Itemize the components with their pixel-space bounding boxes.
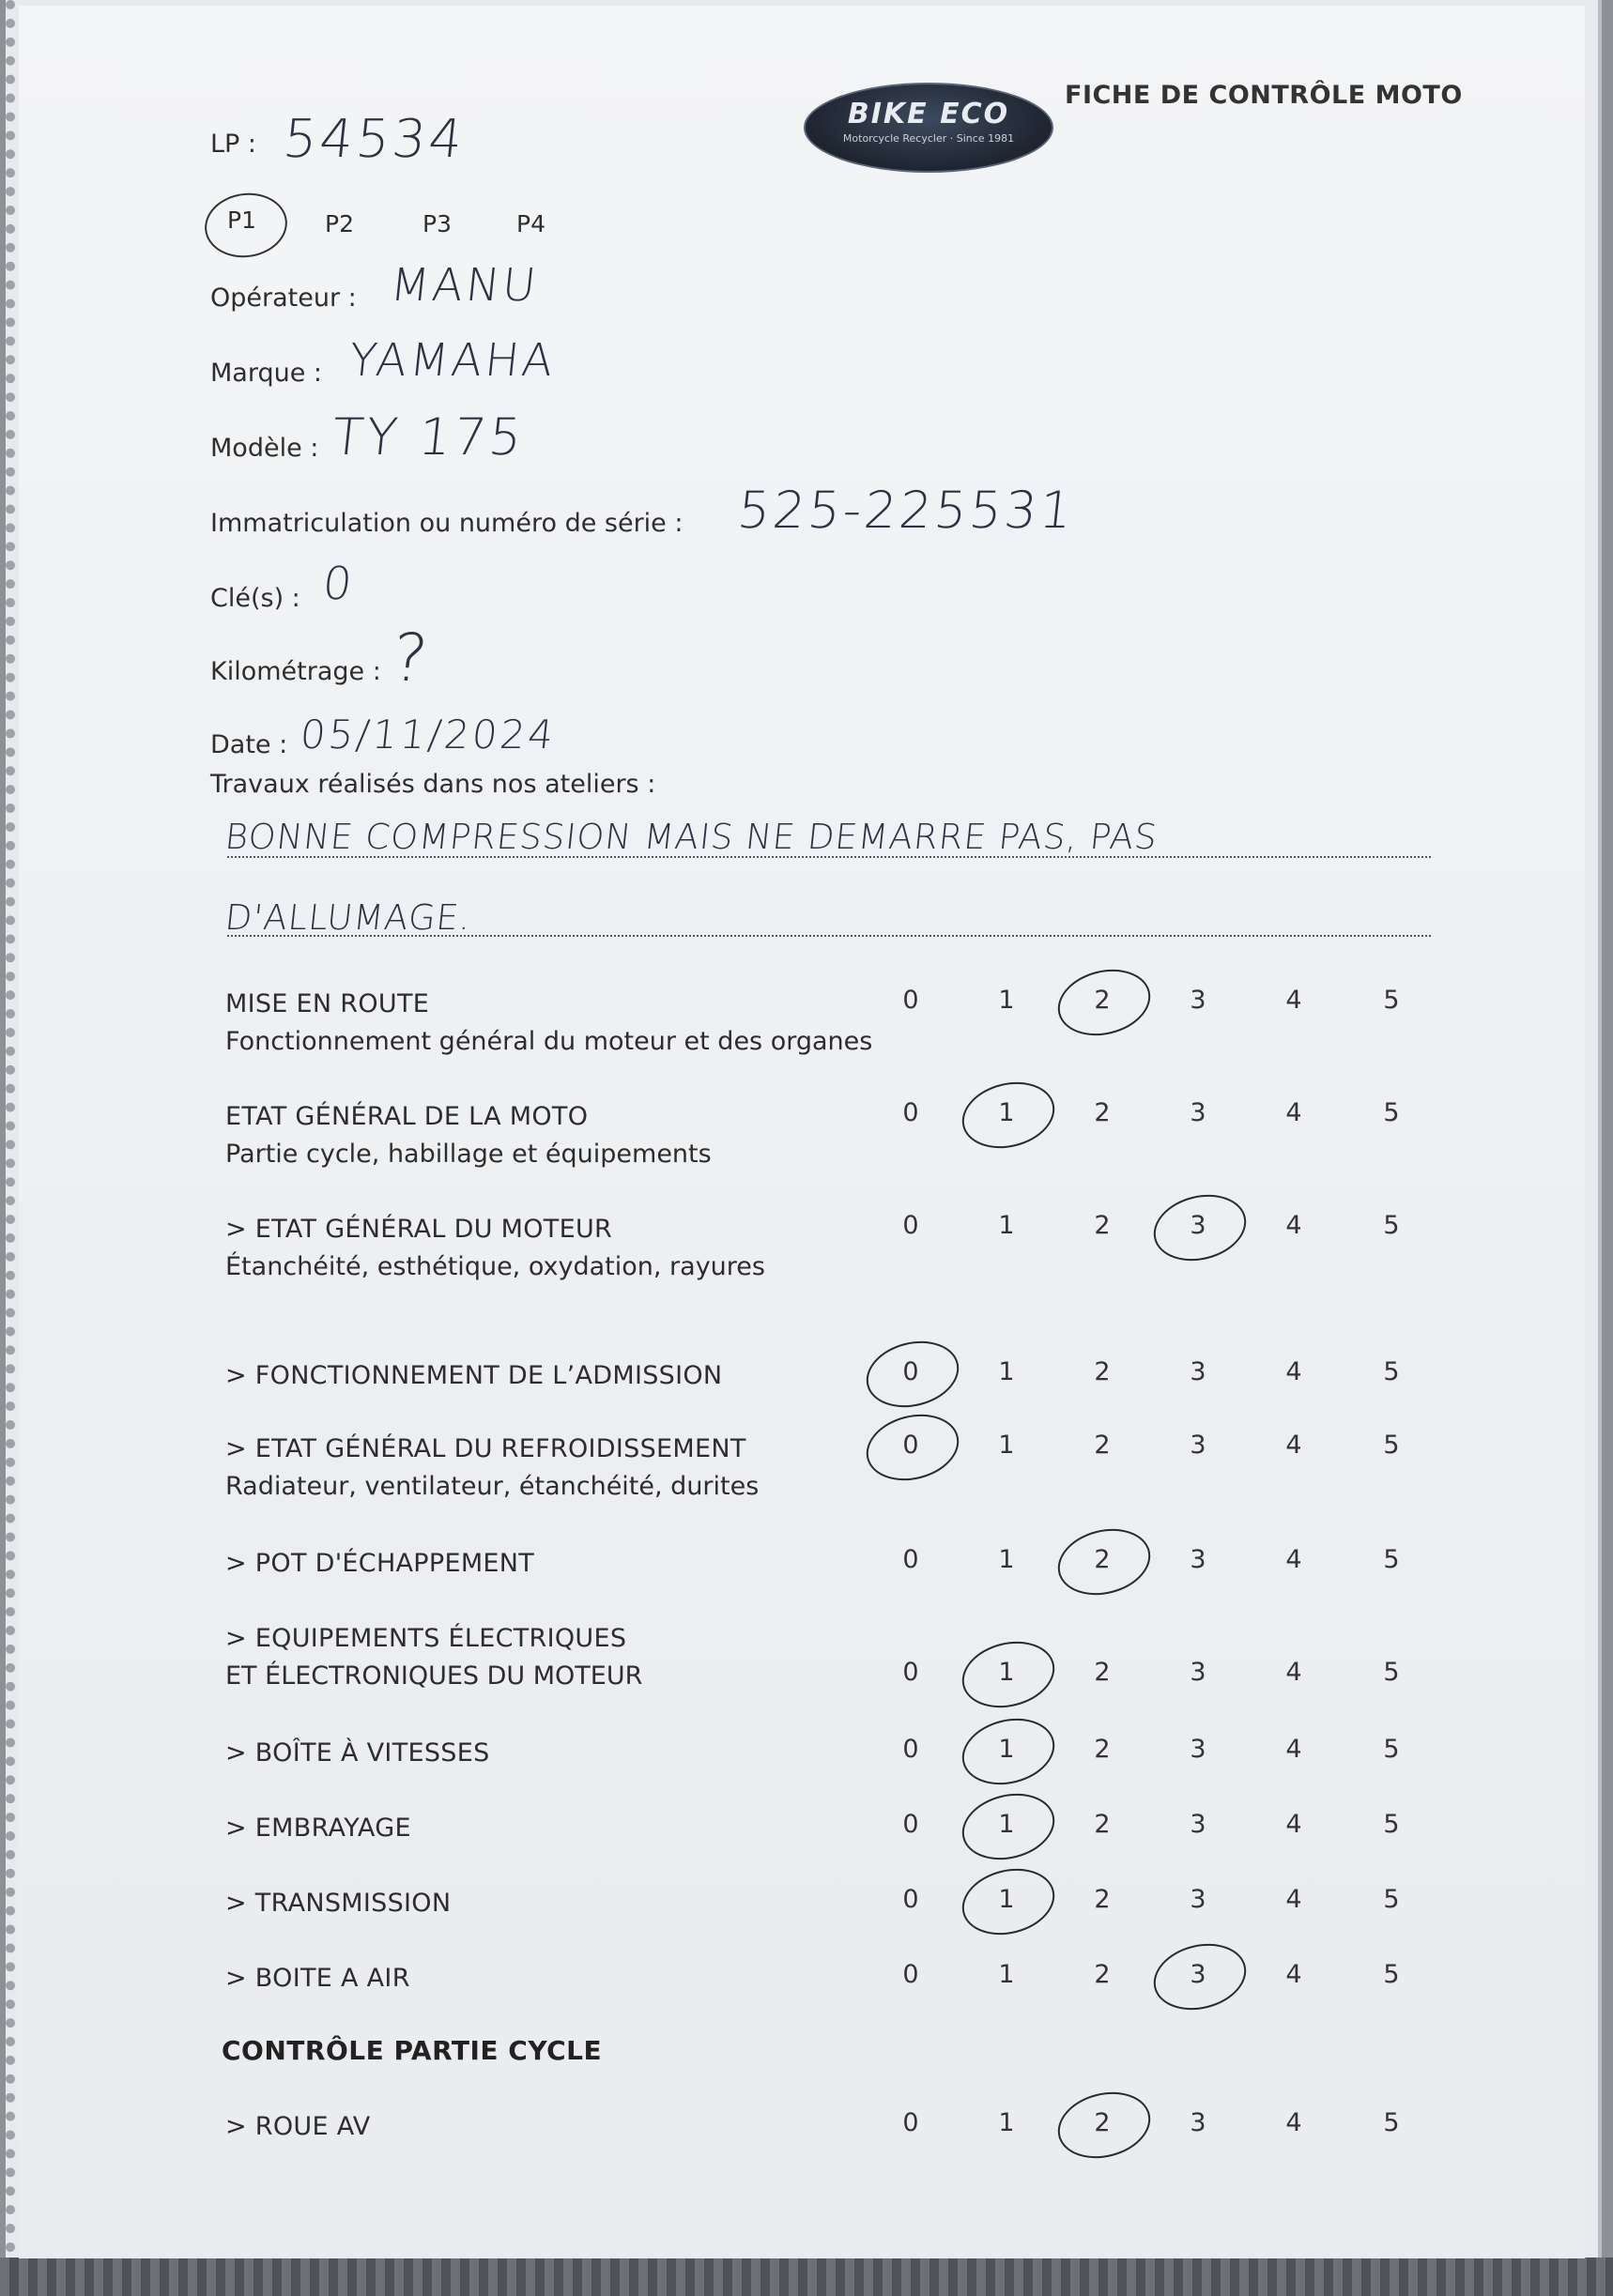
selected-score-circle [955, 1860, 1061, 1944]
rating-option-4[interactable]: 4 [1285, 1960, 1302, 1989]
position-p1[interactable]: P1 [227, 207, 256, 234]
rating-title: > TRANSMISSION [225, 1889, 452, 1918]
position-p2[interactable]: P2 [325, 210, 354, 237]
rating-option-0[interactable]: 0 [902, 1960, 919, 1989]
rating-title: > EQUIPEMENTS ÉLECTRIQUES [225, 1624, 627, 1653]
rating-option-2[interactable]: 2 [1094, 1658, 1111, 1687]
rating-title: > BOÎTE À VITESSES [225, 1738, 490, 1768]
bike-eco-logo [804, 83, 1053, 173]
rating-option-0[interactable]: 0 [902, 986, 919, 1015]
date-value[interactable]: 05/11/2024 [298, 712, 559, 758]
rating-option-1[interactable]: 1 [998, 1545, 1015, 1574]
marque-label: Marque : [210, 359, 323, 388]
rating-option-3[interactable]: 3 [1190, 1098, 1206, 1127]
rating-option-4[interactable]: 4 [1285, 2108, 1302, 2137]
travaux-dotted-line-2 [227, 935, 1431, 937]
rating-option-3[interactable]: 3 [1190, 2108, 1206, 2137]
rating-option-4[interactable]: 4 [1285, 1810, 1302, 1839]
rating-option-3[interactable]: 3 [1190, 1810, 1206, 1839]
travaux-line-2[interactable]: D'ALLUMAGE. [223, 897, 474, 938]
rating-option-5[interactable]: 5 [1383, 1545, 1400, 1574]
rating-option-5[interactable]: 5 [1383, 1658, 1400, 1687]
rating-option-2[interactable]: 2 [1094, 986, 1111, 1015]
rating-option-0[interactable]: 0 [902, 2108, 919, 2137]
selected-score-circle [1051, 1520, 1157, 1604]
rating-option-0[interactable]: 0 [902, 1735, 919, 1764]
rating-option-1[interactable]: 1 [998, 1885, 1015, 1914]
modele-label: Modèle : [210, 434, 319, 463]
rating-option-4[interactable]: 4 [1285, 1357, 1302, 1386]
rating-option-0[interactable]: 0 [902, 1211, 919, 1240]
rating-option-3[interactable]: 3 [1190, 1211, 1206, 1240]
rating-option-0[interactable]: 0 [902, 1545, 919, 1574]
immat-label: Immatriculation ou numéro de série : [210, 509, 684, 538]
rating-title: > ROUE AV [225, 2112, 371, 2141]
control-sheet [19, 6, 1585, 2258]
rating-option-2[interactable]: 2 [1094, 1357, 1111, 1386]
rating-option-5[interactable]: 5 [1383, 1357, 1400, 1386]
selected-score-circle [955, 1073, 1061, 1157]
rating-subtitle: Partie cycle, habillage et équipements [225, 1140, 712, 1169]
selected-score-circle [1146, 1935, 1252, 2019]
rating-option-2[interactable]: 2 [1094, 1098, 1111, 1127]
operateur-value[interactable]: MANU [388, 259, 542, 312]
rating-subtitle: Radiateur, ventilateur, étanchéité, durites [225, 1472, 760, 1501]
rating-option-0[interactable]: 0 [902, 1658, 919, 1687]
rating-option-1[interactable]: 1 [998, 986, 1015, 1015]
selected-score-circle [1051, 960, 1157, 1045]
binder-edge [0, 2258, 1613, 2296]
rating-subtitle: Fonctionnement général du moteur et des organes [225, 1027, 873, 1056]
rating-subtitle: Étanchéité, esthétique, oxydation, rayures [225, 1252, 765, 1281]
rating-title: ETAT GÉNÉRAL DE LA MOTO [225, 1102, 589, 1131]
position-p3[interactable]: P3 [422, 210, 452, 237]
cles-label: Clé(s) : [210, 584, 300, 613]
rating-option-0[interactable]: 0 [902, 1431, 919, 1460]
rating-title: > EMBRAYAGE [225, 1814, 411, 1843]
rating-option-4[interactable]: 4 [1285, 1885, 1302, 1914]
rating-option-4[interactable]: 4 [1285, 986, 1302, 1015]
rating-option-4[interactable]: 4 [1285, 1098, 1302, 1127]
rating-option-5[interactable]: 5 [1383, 1960, 1400, 1989]
rating-option-3[interactable]: 3 [1190, 986, 1206, 1015]
rating-option-1[interactable]: 1 [998, 1211, 1015, 1240]
rating-option-2[interactable]: 2 [1094, 1211, 1111, 1240]
lp-label: LP : [210, 130, 257, 159]
rating-option-2[interactable]: 2 [1094, 1735, 1111, 1764]
immat-value[interactable]: 525-225531 [734, 481, 1079, 540]
rating-subtitle: ET ÉLECTRONIQUES DU MOTEUR [225, 1661, 643, 1691]
rating-option-3[interactable]: 3 [1190, 1735, 1206, 1764]
operateur-label: Opérateur : [210, 283, 357, 313]
lp-value[interactable]: 54534 [280, 109, 469, 170]
rating-option-0[interactable]: 0 [902, 1885, 919, 1914]
rating-option-5[interactable]: 5 [1383, 1810, 1400, 1839]
rating-option-4[interactable]: 4 [1285, 1735, 1302, 1764]
rating-option-4[interactable]: 4 [1285, 1431, 1302, 1460]
modele-value[interactable]: TY 175 [329, 407, 528, 467]
km-value[interactable]: ? [388, 620, 435, 696]
rating-title: > ETAT GÉNÉRAL DU MOTEUR [225, 1215, 613, 1244]
rating-option-5[interactable]: 5 [1383, 1431, 1400, 1460]
selected-score-circle [1146, 1186, 1252, 1270]
rating-option-1[interactable]: 1 [998, 1810, 1015, 1839]
rating-option-1[interactable]: 1 [998, 1658, 1015, 1687]
rating-option-5[interactable]: 5 [1383, 1735, 1400, 1764]
rating-title: > BOITE A AIR [225, 1964, 410, 1993]
rating-option-5[interactable]: 5 [1383, 1098, 1400, 1127]
cles-value[interactable]: 0 [320, 558, 358, 610]
rating-option-4[interactable]: 4 [1285, 1545, 1302, 1574]
travaux-line-1[interactable]: BONNE COMPRESSION MAIS NE DEMARRE PAS, PAS [223, 817, 1160, 857]
rating-option-1[interactable]: 1 [998, 2108, 1015, 2137]
section-partie-cycle: CONTRÔLE PARTIE CYCLE [222, 2035, 603, 2066]
sheet-title: FICHE DE CONTRÔLE MOTO [1065, 81, 1463, 110]
rating-option-2[interactable]: 2 [1094, 2108, 1111, 2137]
rating-option-3[interactable]: 3 [1190, 1357, 1206, 1386]
rating-option-4[interactable]: 4 [1285, 1211, 1302, 1240]
rating-option-2[interactable]: 2 [1094, 1431, 1111, 1460]
rating-title: MISE EN ROUTE [225, 989, 430, 1018]
rating-option-3[interactable]: 3 [1190, 1885, 1206, 1914]
rating-option-2[interactable]: 2 [1094, 1885, 1111, 1914]
selected-score-circle [955, 1632, 1061, 1717]
rating-title: > FONCTIONNEMENT DE L’ADMISSION [225, 1361, 723, 1390]
logo-tagline: Motorcycle Recycler · Since 1981 [842, 132, 1015, 145]
rating-option-0[interactable]: 0 [902, 1810, 919, 1839]
rating-option-5[interactable]: 5 [1383, 2108, 1400, 2137]
rating-option-2[interactable]: 2 [1094, 1810, 1111, 1839]
rating-title: > POT D'ÉCHAPPEMENT [225, 1549, 535, 1578]
position-p4[interactable]: P4 [516, 210, 545, 237]
rating-option-0[interactable]: 0 [902, 1098, 919, 1127]
rating-option-3[interactable]: 3 [1190, 1658, 1206, 1687]
rating-option-2[interactable]: 2 [1094, 1545, 1111, 1574]
rating-option-1[interactable]: 1 [998, 1735, 1015, 1764]
marque-value[interactable]: YAMAHA [346, 334, 559, 387]
rating-option-5[interactable]: 5 [1383, 1885, 1400, 1914]
selected-score-circle [1051, 2083, 1157, 2167]
selected-score-circle [955, 1709, 1061, 1794]
rating-option-1[interactable]: 1 [998, 1431, 1015, 1460]
rating-option-1[interactable]: 1 [998, 1357, 1015, 1386]
km-label: Kilométrage : [210, 657, 381, 686]
rating-option-3[interactable]: 3 [1190, 1960, 1206, 1989]
rating-option-3[interactable]: 3 [1190, 1431, 1206, 1460]
rating-option-2[interactable]: 2 [1094, 1960, 1111, 1989]
travaux-dotted-line-1 [227, 856, 1431, 858]
selected-score-circle [955, 1784, 1061, 1869]
rating-option-3[interactable]: 3 [1190, 1545, 1206, 1574]
rating-option-4[interactable]: 4 [1285, 1658, 1302, 1687]
logo-text: BIKE ECO [847, 98, 1010, 130]
rating-option-5[interactable]: 5 [1383, 1211, 1400, 1240]
date-label: Date : [210, 730, 288, 759]
rating-option-5[interactable]: 5 [1383, 986, 1400, 1015]
travaux-label: Travaux réalisés dans nos ateliers : [210, 770, 656, 799]
rating-title: > ETAT GÉNÉRAL DU REFROIDISSEMENT [225, 1434, 746, 1463]
selected-score-circle [859, 1332, 965, 1416]
selected-score-circle [859, 1405, 965, 1490]
rating-option-1[interactable]: 1 [998, 1960, 1015, 1989]
rating-option-1[interactable]: 1 [998, 1098, 1015, 1127]
rating-option-0[interactable]: 0 [902, 1357, 919, 1386]
